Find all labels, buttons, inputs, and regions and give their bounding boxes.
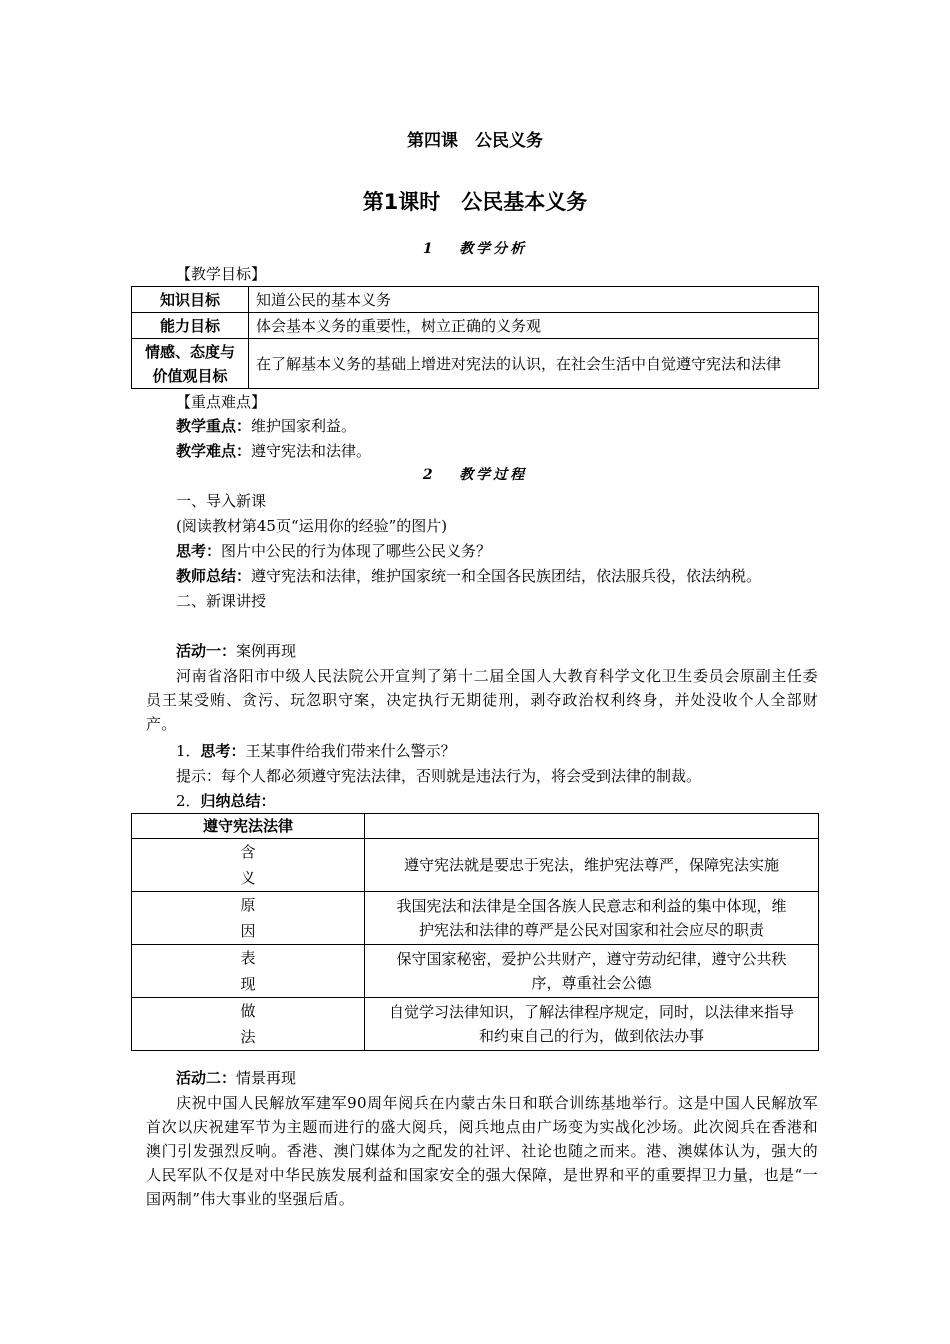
table-row [132,839,819,892]
summary-table-header: 遵守宪法法律 [132,814,365,839]
row-text-line: 保守国家秘密，爱护公共财产，遵守劳动纪律，遵守公共秩 [396,950,787,968]
question-number: 1． [176,742,201,760]
row-text [365,892,819,945]
row-label-char: 做 [240,1002,256,1020]
objective-label-line: 情感、态度与 [144,342,235,361]
think-question [176,539,491,563]
row-text-line: 自觉学习法律知识，了解法律程序规定，同时，以法律来指导 [388,1003,794,1021]
activity1-title: 案例再现 [236,642,297,660]
table-row [132,998,819,1051]
hint-text: 提示：每个人都必须遵守宪法法律，否则就是违法行为，将会受到法律的制裁。 [176,767,702,785]
question-1 [176,739,456,763]
activity2-label: 活动二： [176,1069,237,1087]
intro-heading: 一、导入新课 [176,492,267,510]
row-label [132,892,365,945]
objective-text: 在了解基本义务的基础上增进对宪法的认识，在社会生活中自觉遵守宪法和法律 [249,339,819,389]
row-label-char: 因 [240,922,256,940]
question-number: 2． [176,792,201,810]
lesson-subtitle: 第1课时 公民基本义务 [362,190,588,214]
difficulty-label: 教学难点： [176,442,252,460]
keypoints-header: 【重点难点】 [176,393,267,411]
summary-text: 遵守宪法和法律，维护国家统一和全国各民族团结，依法服兵役，依法纳税。 [251,567,762,585]
objective-label: 能力目标 [132,313,249,339]
row-label-char: 义 [240,869,256,887]
objectives-header: 【教学目标】 [176,265,267,283]
key-focus [176,414,356,438]
question-label: 思考： [200,742,246,760]
section-heading-process [0,464,950,484]
activity1-body: 河南省洛阳市中级人民法院公开宣判了第十二届全国人大教育科学文化卫生委员会原副主任委员王某受贿、贪污、玩忽职守案，决定执行无期徒刑，剥夺政治权利终身，并处没收个人全部财产。 [146,667,818,733]
table-row [132,339,819,389]
row-text-line: 我国宪法和法律是全国各族人民意志和利益的集中体现，维 [396,897,787,915]
activity2-body: 庆祝中国人民解放军建军90周年阅兵在内蒙古朱日和联合训练基地举行。这是中国人民解放军首次以庆祝建军节为主题而进行的盛大阅兵，阅兵地点由广场变为实战化沙场。此次阅兵在香港和澳门引发强烈反响。香港、澳门媒体为之配发的社评、社论也随之而来。港、澳媒体认为，强大的人民军队不仅是对中华民族发展利益和国家安全的强大保障，是世界和平的重要捍卫力量，也是“一国两制”伟大事业的坚强后盾。 [146,1094,818,1208]
activity1-heading [176,639,296,663]
table-row [132,945,819,998]
objective-text: 体会基本义务的重要性，树立正确的义务观 [249,313,819,339]
section-title: 教学分析 [459,241,528,257]
section-title: 教学过程 [459,467,528,483]
row-text: 遵守宪法就是要忠于宪法，维护宪法尊严，保障宪法实施 [365,839,819,892]
row-text-line: 和约束自己的行为，做到依法办事 [478,1027,704,1045]
section-number: 1 [422,241,436,257]
new-lesson-heading: 二、新课讲授 [176,592,267,610]
row-text [365,945,819,998]
objectives-table [131,286,819,389]
think-text: 图片中公民的行为体现了哪些公民义务？ [221,542,492,560]
row-label-char: 含 [240,843,256,861]
activity2-title: 情景再现 [236,1069,297,1087]
section-number: 2 [422,467,436,483]
row-label [132,998,365,1051]
objective-label [132,339,249,389]
row-label-char: 现 [240,975,256,993]
activity2-heading [176,1066,296,1090]
reading-note: (阅读教材第45页“运用你的经验”的图片) [176,517,448,535]
row-text-line: 护宪法和法律的尊严是公民对国家和社会应尽的职责 [418,921,764,939]
teacher-summary [176,564,761,588]
section-heading-analysis [0,238,950,258]
row-label-char: 原 [240,896,256,914]
question-2 [176,789,276,813]
table-row [132,814,819,839]
focus-label: 教学重点： [176,417,252,435]
question-text: 王某事件给我们带来什么警示？ [245,742,456,760]
think-label: 思考： [176,542,222,560]
activity1-label: 活动一： [176,642,237,660]
lesson-title: 第四课 公民义务 [407,131,543,151]
focus-text: 维护国家利益。 [251,417,357,435]
objective-text: 知道公民的基本义务 [249,287,819,313]
table-row [132,287,819,313]
objective-label: 知识目标 [132,287,249,313]
summary-table-header-blank [365,814,819,839]
summary-table [131,813,819,1051]
table-row [132,313,819,339]
row-label [132,945,365,998]
objective-label-line: 价值观目标 [152,366,228,385]
row-text [365,998,819,1051]
row-label [132,839,365,892]
row-label-char: 表 [240,949,256,967]
summary-label: 教师总结： [176,567,252,585]
key-difficulty [176,439,371,463]
question-label: 归纳总结： [200,792,276,810]
row-text-line: 序，尊重社会公德 [531,974,652,992]
table-row [132,892,819,945]
row-label-char: 法 [240,1028,256,1046]
difficulty-text: 遵守宪法和法律。 [251,442,372,460]
